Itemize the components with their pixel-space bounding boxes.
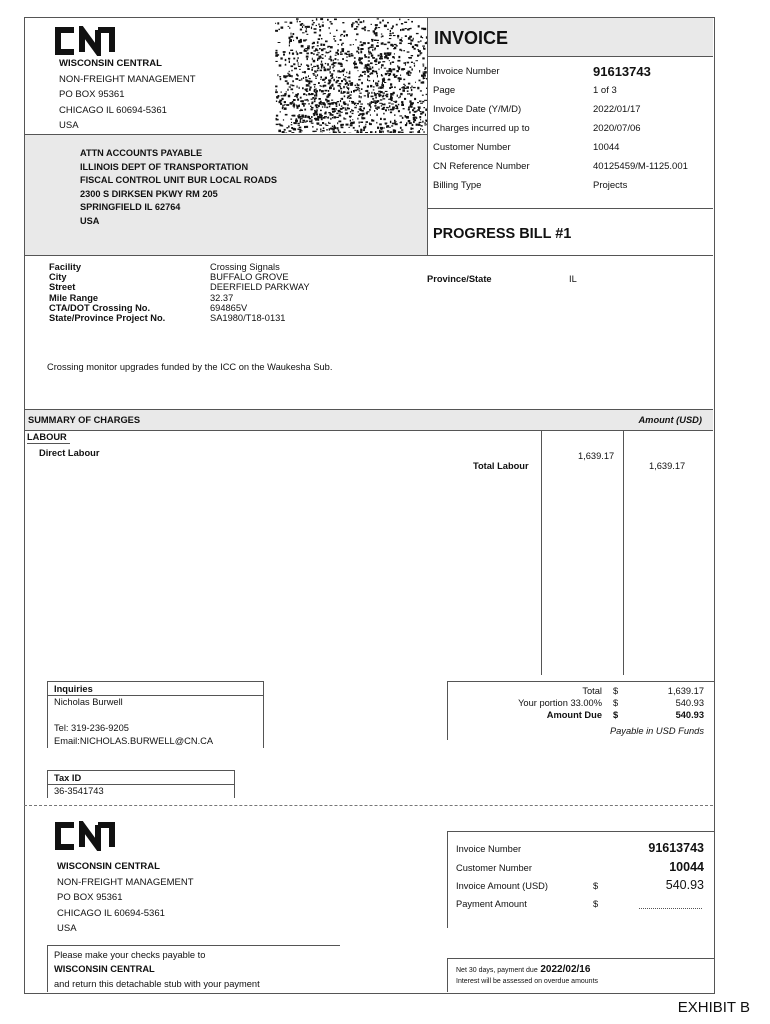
- terms-prefix: Net 30 days, payment due: [456, 967, 538, 974]
- facility-value: SA1980/T18-0131: [210, 313, 286, 324]
- stub-field-label: Invoice Amount (USD): [456, 881, 548, 891]
- facility-value: DEERFIELD PARKWAY: [210, 282, 310, 293]
- terms-date: 2022/02/16: [540, 964, 591, 975]
- facility-label: Mile Range: [49, 292, 99, 303]
- inquiries-box: [47, 681, 264, 748]
- bill-to-line: SPRINGFIELD IL 62764: [80, 202, 181, 212]
- facility-label: CTA/DOT Crossing No.: [49, 302, 151, 313]
- stub-fields-box: [447, 831, 714, 928]
- stub-terms-box: [447, 958, 714, 992]
- stub-payable-box: [47, 945, 340, 992]
- facility-value: 32.37: [210, 292, 234, 303]
- stub-company-address: [57, 859, 194, 937]
- field-label: Invoice Date (Y/M/D): [433, 104, 522, 115]
- address-line: CHICAGO IL 60694-5361: [57, 907, 165, 919]
- address-line: USA: [59, 120, 79, 131]
- bill-to-line: FISCAL CONTROL UNIT BUR LOCAL ROADS: [80, 175, 278, 185]
- facility-value: BUFFALO GROVE: [210, 272, 289, 283]
- address-line: PO BOX 95361: [59, 89, 125, 100]
- facility-label: City: [49, 272, 67, 283]
- facility-labels: [49, 262, 165, 323]
- field-value: Projects: [593, 180, 628, 191]
- underline: [27, 443, 70, 444]
- stub-currency: $: [593, 881, 599, 891]
- field-label: Billing Type: [433, 180, 482, 191]
- company-name: WISCONSIN CENTRAL: [57, 861, 160, 872]
- bill-to-address: [80, 147, 277, 228]
- province-label: Province/State: [427, 274, 492, 284]
- divider: [48, 784, 234, 785]
- invoice-title-panel: [428, 18, 713, 56]
- invoice-number-value: 91613743: [593, 64, 651, 79]
- address-line: PO BOX 95361: [57, 892, 123, 903]
- inquiries-name: Nicholas Burwell: [54, 697, 123, 707]
- facility-label: Street: [49, 282, 76, 293]
- facility-value: 694865V: [210, 302, 248, 313]
- stub-field-label: Payment Amount: [456, 899, 527, 909]
- exhibit-label: EXHIBIT B: [677, 999, 750, 1016]
- field-label: CN Reference Number: [433, 161, 530, 172]
- stub-invoice-number: 91613743: [648, 841, 704, 855]
- province-value: IL: [569, 274, 577, 284]
- locomotive-photo-icon: [275, 18, 427, 133]
- totals-box: [447, 681, 714, 740]
- progress-bill-title: PROGRESS BILL #1: [433, 226, 572, 242]
- field-value: 1 of 3: [593, 85, 617, 96]
- bill-to-line: 2300 S DIRKSEN PKWY RM 205: [80, 188, 218, 199]
- divider: [24, 430, 713, 431]
- inquiries-email: Email:NICHOLAS.BURWELL@CN.CA: [54, 736, 214, 746]
- invoice-fields: [433, 64, 713, 204]
- facility-label: State/Province Project No.: [49, 313, 166, 324]
- column-divider: [623, 431, 624, 675]
- field-label: Page: [433, 85, 456, 96]
- summary-header: [25, 410, 713, 430]
- stub-field-label: Invoice Number: [456, 844, 522, 854]
- facility-values: [210, 262, 310, 323]
- bill-to-line: USA: [80, 215, 100, 226]
- payable-line: and return this detachable stub with your payment: [54, 979, 260, 989]
- amount-due-currency: $: [613, 710, 619, 720]
- divider: [428, 56, 713, 57]
- company-address: [59, 56, 196, 134]
- address-line: NON-FREIGHT MANAGEMENT: [59, 73, 196, 85]
- total-labour-label: Total Labour: [473, 461, 529, 471]
- divider: [24, 255, 713, 256]
- field-value: 2022/01/17: [593, 104, 641, 115]
- amount-due-label: Amount Due: [546, 710, 602, 720]
- address-line: USA: [57, 923, 77, 934]
- total-currency: $: [613, 686, 619, 696]
- total-label: Total: [582, 686, 602, 696]
- amount-header: Amount (USD): [638, 415, 702, 425]
- payable-company: WISCONSIN CENTRAL: [54, 964, 155, 974]
- stub-currency: $: [593, 899, 599, 909]
- detach-line: [24, 805, 713, 806]
- portion-currency: $: [613, 698, 619, 708]
- bill-to-line: ILLINOIS DEPT OF TRANSPORTATION: [80, 161, 249, 172]
- labour-heading: LABOUR: [27, 432, 67, 442]
- address-line: NON-FREIGHT MANAGEMENT: [57, 876, 194, 888]
- bill-to-panel: [25, 135, 427, 255]
- amount-due-value: 540.93: [675, 710, 704, 720]
- payment-terms: [456, 964, 590, 975]
- total-labour-amount: 1,639.17: [649, 461, 686, 471]
- column-divider: [541, 431, 542, 675]
- inquiries-tel: Tel: 319-236-9205: [54, 723, 129, 733]
- field-value: 10044: [593, 142, 620, 153]
- stub-invoice-amount: 540.93: [665, 878, 704, 892]
- payment-amount-field[interactable]: [639, 908, 702, 909]
- total-value: 1,639.17: [667, 686, 704, 696]
- section-title: [27, 432, 67, 442]
- stub-customer-number: 10044: [669, 860, 704, 874]
- field-label: Charges incurred up to: [433, 123, 530, 134]
- summary-title: SUMMARY OF CHARGES: [28, 415, 141, 425]
- field-label: Customer Number: [433, 142, 511, 153]
- field-value: 2020/07/06: [593, 123, 641, 134]
- inquiries-title: Inquiries: [54, 684, 93, 694]
- interest-note: Interest will be assessed on overdue amounts: [456, 978, 599, 985]
- portion-label: Your portion 33.00%: [518, 698, 602, 708]
- project-description: Crossing monitor upgrades funded by the ICC on the Waukesha Sub.: [47, 362, 333, 372]
- portion-value: 540.93: [675, 698, 704, 708]
- facility-label: Facility: [49, 262, 82, 272]
- stub-field-label: Customer Number: [456, 863, 532, 873]
- tax-id-box: [47, 770, 235, 798]
- field-value: 40125459/M-1125.001: [593, 161, 688, 172]
- company-name: WISCONSIN CENTRAL: [59, 58, 162, 69]
- divider: [428, 208, 713, 209]
- tax-id-title: Tax ID: [54, 773, 82, 783]
- cn-logo-icon: [52, 26, 124, 56]
- payable-line: Please make your checks payable to: [54, 950, 206, 960]
- address-line: CHICAGO IL 60694-5361: [59, 104, 167, 116]
- line-item-label: Direct Labour: [39, 448, 100, 458]
- payable-note: Payable in USD Funds: [609, 726, 704, 736]
- field-label: Invoice Number: [433, 66, 500, 77]
- divider: [48, 695, 263, 696]
- facility-value: Crossing Signals: [210, 262, 280, 272]
- tax-id-value: 36-3541743: [54, 786, 104, 796]
- cn-logo-icon: [52, 821, 124, 851]
- invoice-title: INVOICE: [434, 28, 509, 48]
- line-item-amount: 1,639.17: [578, 451, 615, 461]
- bill-to-line: ATTN ACCOUNTS PAYABLE: [80, 148, 203, 158]
